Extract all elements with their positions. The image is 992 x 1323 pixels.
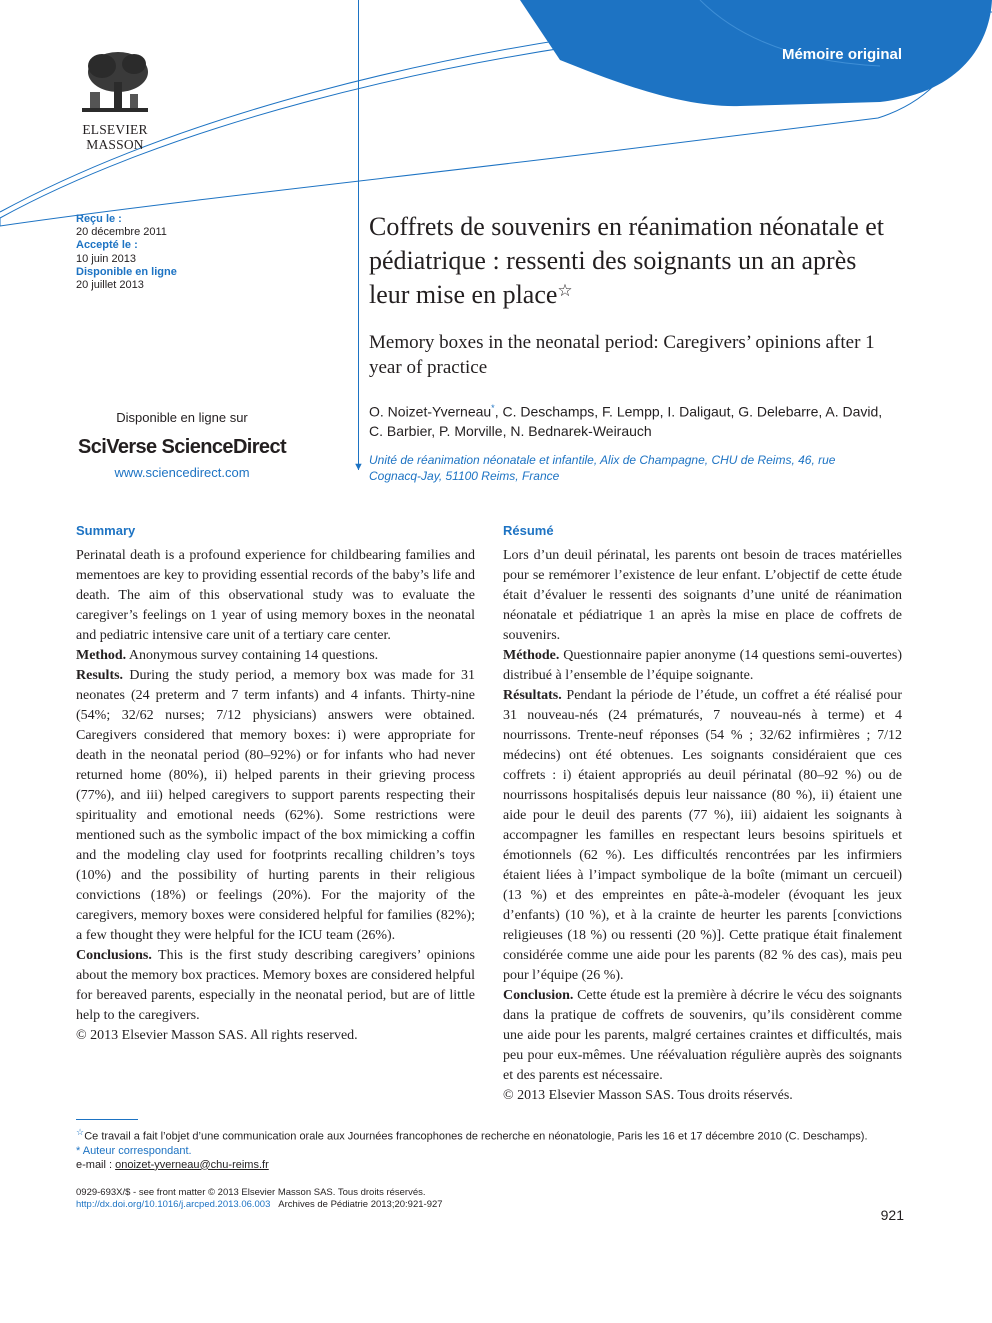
logo-line-2: MASSON bbox=[86, 137, 144, 152]
article-dates bbox=[76, 213, 177, 292]
footnote-star-icon: ☆ bbox=[76, 1127, 85, 1137]
resume-method bbox=[503, 646, 902, 686]
resume-intro: Lors d’un deuil périnatal, les parents ont besoin de traces matérielles pour se remémorer l’existence de leur enfant. L’objectif de cette étude était d’évaluer le ressenti des soignants d’une unité de réanimation néonatale et pédiatrique 1 an après la mise en place de coffrets de souvenirs. bbox=[503, 548, 902, 643]
online-date: 20 juillet 2013 bbox=[76, 279, 144, 292]
summary-method-text: Anonymous survey containing 14 questions. bbox=[126, 648, 379, 663]
issn-line: 0929-693X/$ - see front matter © 2013 Elsevier Masson SAS. Tous droits réservés. bbox=[76, 1187, 426, 1198]
author-affiliation: Unité de réanimation néonatale et infantile, Alix de Champagne, CHU de Reims, 46, rue Cognacq-Jay, 51100 Reims, France bbox=[369, 453, 836, 483]
other-authors: , C. Deschamps, F. Lempp, I. Daligaut, G. Delebarre, A. David, C. Barbier, P. Morville, N. Bednarek-Weirauch bbox=[369, 403, 883, 439]
article-title bbox=[369, 210, 889, 312]
elsevier-tree-logo-icon bbox=[76, 48, 154, 118]
chevron-down-icon: ▼ bbox=[353, 461, 364, 473]
corresponding-author-note: * Auteur correspondant. bbox=[76, 1144, 192, 1157]
resume-conclusion-label: Conclusion. bbox=[503, 988, 574, 1003]
received-label: Reçu le : bbox=[76, 213, 122, 225]
summary-abstract bbox=[76, 521, 475, 1046]
corresponding-author-mark[interactable]: * bbox=[491, 403, 495, 413]
resume-heading: Résumé bbox=[503, 523, 554, 538]
email-line bbox=[76, 1158, 936, 1172]
summary-conclusions-text: This is the first study describing caregivers’ opinions about the memory box practices. Memory boxes are considered helpful for bereaved parents, especially in the neonatal period, but are of little help to the caregivers. bbox=[76, 948, 475, 1023]
title-footnote-star-icon[interactable]: ☆ bbox=[557, 281, 573, 300]
section-label: Mémoire original bbox=[781, 46, 902, 63]
summary-results-label: Results. bbox=[76, 668, 124, 683]
summary-results-text: During the study period, a memory box was made for 31 neonates (24 preterm and 7 term infants) and 4 infants. Thirty-nine (54%; 32/62 nurses; 7/12 physicians) answers were obtained. Caregivers considered that memory boxes: i) were appropriate for death in the neonatal period (80–92%) or for infants who had never returned home (80%), ii) helped parents in their grieving process (77%), and iii) helped caregivers to support parents respecting their spirituality and emotional needs (62%). Some restrictions were mentioned such as the symbolic impact of the box mimicking a coffin and the modeling clay used for footprints recalling children’s toys (10%) and the possibility of hurting parents in their religious convictions (18%) or feelings (20%). For the majority of the caregivers, memory boxes were considered helpful for families (82%); a few thought they were helpful for the ICU team (26%). bbox=[76, 668, 475, 943]
vertical-divider bbox=[358, 0, 359, 470]
resume-method-label: Méthode. bbox=[503, 648, 560, 663]
summary-heading: Summary bbox=[76, 523, 136, 538]
logo-line-1: ELSEVIER bbox=[82, 122, 148, 137]
resume-method-text: Questionnaire papier anonyme (14 questions semi-ouvertes) distribué à l’ensemble de l’équipe soignante. bbox=[503, 648, 902, 683]
doi-link[interactable]: http://dx.doi.org/10.1016/j.arcped.2013.06.003 bbox=[76, 1198, 271, 1210]
footnote-divider bbox=[76, 1119, 138, 1120]
summary-method bbox=[76, 646, 475, 666]
page-number: 921 bbox=[880, 1207, 904, 1223]
email-label: e-mail : bbox=[76, 1158, 116, 1171]
resume-copyright: © 2013 Elsevier Masson SAS. Tous droits réservés. bbox=[503, 1088, 793, 1103]
footnote-star-text: Ce travail a fait l’objet d’une communication orale aux Journées francophones de recherche en néonatologie, Paris les 16 et 17 décembre 2010 (C. Deschamps). bbox=[84, 1130, 868, 1143]
resume-results bbox=[503, 686, 902, 986]
summary-copyright: © 2013 Elsevier Masson SAS. All rights reserved. bbox=[76, 1028, 358, 1043]
accepted-date: 10 juin 2013 bbox=[76, 252, 136, 265]
first-author: O. Noizet-Yverneau bbox=[369, 403, 492, 420]
summary-conclusions-label: Conclusions. bbox=[76, 948, 152, 963]
footnotes bbox=[76, 1125, 936, 1172]
resume-results-text: Pendant la période de l’étude, un coffret a été réalisé pour 31 nouveau-nés (24 prématurés, 7 nouveau-nés à terme) et 4 nourrissons. Trente-neuf réponses (54 % ; 32/62 infirmières ; 7/12 médecins) ont été obtenues. Les soignants considéraient que ces coffrets : i) étaient appropriés au deuil périnatal (80–92 %) ou de nourrissons hospitalisés depuis leur naissance (80 %), ii) étaient une aide pour le deuil des parents (77 %), iii) aidaient les soignants à accompagner les familles en respectant leurs besoins spirituels et émotionnels (62 %). Les difficultés rencontrées par les infirmiers étaient liées à l’impact symbolique de la boîte (mimant un cercueil) (13 %) et des empreintes en pâte-à-modeler (évoquant les jeux d’enfants) (10 %), et à la crainte de heurter les parents [convictions religieuses (18 %) ou ressenti (20 %)]. Cette pratique était finalement considérée comme une aide pour les parents (82 % des cas), mais peu pour l’équipe (26 %). bbox=[503, 688, 902, 983]
doi-journal-line bbox=[76, 1199, 676, 1211]
sciencedirect-available-text: Disponible en ligne sur bbox=[116, 410, 248, 425]
footnote-star bbox=[76, 1125, 936, 1144]
accepted-label: Accepté le : bbox=[76, 239, 138, 252]
summary-conclusions bbox=[76, 946, 475, 1026]
resume-results-label: Résultats. bbox=[503, 688, 562, 703]
resume-conclusion bbox=[503, 986, 902, 1086]
header-swoosh bbox=[0, 0, 992, 240]
sciencedirect-link[interactable]: www.sciencedirect.com bbox=[114, 465, 250, 480]
article-english-title: Memory boxes in the neonatal period: Caregivers’ opinions after 1 year of practice bbox=[369, 332, 875, 378]
resume-abstract bbox=[503, 521, 902, 1106]
online-label: Disponible en ligne bbox=[76, 265, 177, 278]
summary-results bbox=[76, 666, 475, 946]
email-link[interactable]: onoizet-yverneau@chu-reims.fr bbox=[115, 1158, 269, 1171]
article-title-text: Coffrets de souvenirs en réanimation néonatale et pédiatrique : ressenti des soignants un an après leur mise en place bbox=[369, 212, 885, 309]
summary-intro: Perinatal death is a profound experience for childbearing families and mementoes are key to providing essential records of the baby’s life and death. The aim of this observational study was to evaluate the caregiver’s feelings on 1 year of using memory boxes in the neonatal and pediatric intensive care unit of a tertiary care center. bbox=[76, 548, 475, 643]
summary-method-label: Method. bbox=[76, 648, 127, 663]
front-matter-info bbox=[76, 1187, 676, 1210]
author-list bbox=[369, 399, 889, 441]
publisher-logo-text bbox=[72, 122, 158, 152]
resume-conclusion-text: Cette étude est la première à décrire le vécu des soignants dans la pratique de coffrets de souvenirs, qu’ils considèrent comme une aide pour les parents, malgré certaines craintes et difficultés, mais peu pour eux-mêmes. Une réévaluation régulière auprès des soignants et des parents est nécessaire. bbox=[503, 988, 902, 1083]
sciencedirect-logo: SciVerse ScienceDirect bbox=[77, 436, 287, 458]
received-date: 20 décembre 2011 bbox=[76, 226, 167, 239]
journal-citation: Archives de Pédiatrie 2013;20:921-927 bbox=[278, 1198, 443, 1210]
